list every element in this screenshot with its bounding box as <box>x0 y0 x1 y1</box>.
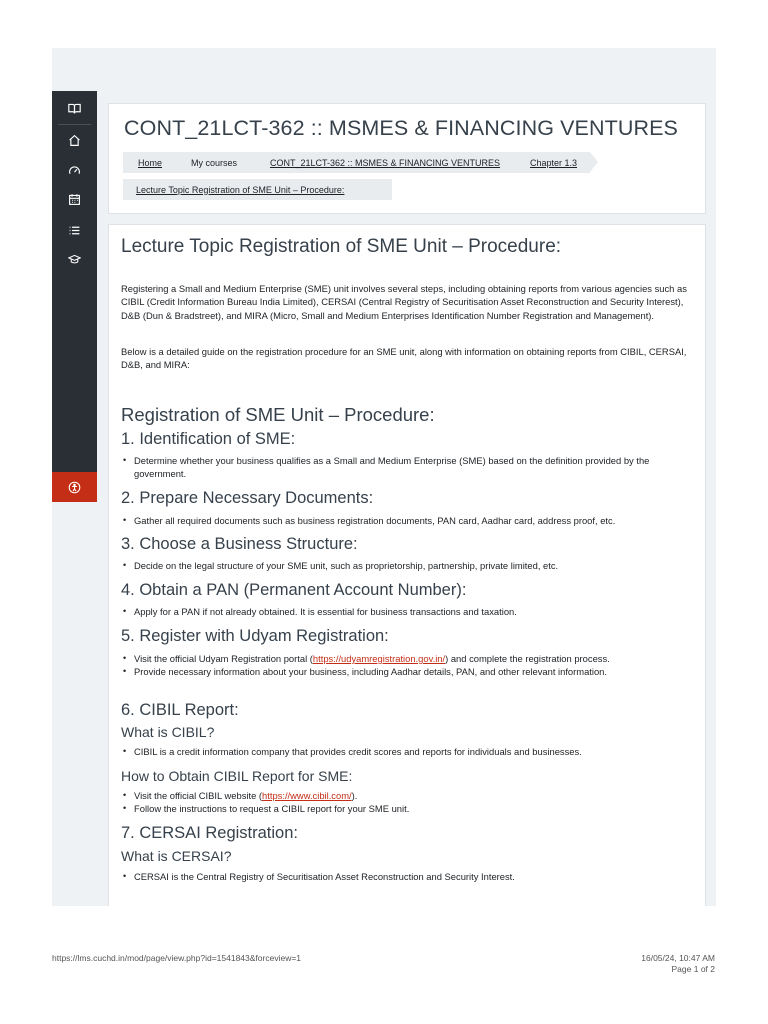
step-6-heading: 6. CIBIL Report: <box>121 701 239 719</box>
step-2-list <box>121 514 695 527</box>
step-1-list <box>121 454 695 480</box>
step-5-heading: 5. Register with Udyam Registration: <box>121 627 389 645</box>
step-7-subheading: What is CERSAI? <box>121 848 232 864</box>
list-item: • Follow the instructions to request a CIBIL report for your SME unit. <box>121 802 695 815</box>
footer-meta <box>641 953 715 975</box>
step-6-list <box>121 745 695 758</box>
step-3-heading: 3. Choose a Business Structure: <box>121 535 358 553</box>
list-item: • Determine whether your business qualifies as a Small and Medium Enterprise (SME) based on the definition provided by the government. <box>121 454 695 480</box>
udyam-registration-link[interactable]: https://udyamregistration.gov.in/ <box>312 653 446 664</box>
course-header <box>108 103 706 214</box>
step-6-subheading: What is CIBIL? <box>121 724 215 740</box>
list-item: • Decide on the legal structure of your SME unit, such as proprietorship, partnership, private limited, etc. <box>121 559 695 572</box>
step-6-subheading-2: How to Obtain CIBIL Report for SME: <box>121 768 353 784</box>
graduation-cap-icon[interactable] <box>52 244 97 274</box>
step-4-heading: 4. Obtain a PAN (Permanent Account Number): <box>121 581 467 599</box>
step-5-list <box>121 652 695 678</box>
footer-page-number: Page 1 of 2 <box>671 964 715 974</box>
breadcrumb-course[interactable]: CONT_21LCT-362 :: MSMES & FINANCING VENTURES <box>255 152 500 173</box>
step-4-list <box>121 605 695 618</box>
step-7-list <box>121 870 695 883</box>
step-6-list-2 <box>121 789 695 815</box>
list-icon[interactable] <box>52 215 97 245</box>
list-item: • Visit the official CIBIL website (https://www.cibil.com/). <box>121 789 695 802</box>
step-7-heading: 7. CERSAI Registration: <box>121 824 298 842</box>
list-item: • Visit the official Udyam Registration portal (https://udyamregistration.gov.in/) and complete the registration process. <box>121 652 695 665</box>
list-item: • CERSAI is the Central Registry of Securitisation Asset Reconstruction and Security Interest. <box>121 870 695 883</box>
breadcrumb-home[interactable]: Home <box>123 152 162 173</box>
cibil-link[interactable]: https://www.cibil.com/ <box>262 790 352 801</box>
page-title: CONT_21LCT-362 :: MSMES & FINANCING VENTURES <box>124 116 678 140</box>
step-2-heading: 2. Prepare Necessary Documents: <box>121 489 374 507</box>
home-icon[interactable] <box>52 125 97 155</box>
dashboard-icon[interactable] <box>52 155 97 185</box>
book-icon[interactable] <box>52 93 97 123</box>
footer-datetime: 16/05/24, 10:47 AM <box>641 953 715 963</box>
accessibility-icon[interactable] <box>52 472 97 502</box>
section-heading: Registration of SME Unit – Procedure: <box>121 404 435 425</box>
step-1-heading: 1. Identification of SME: <box>121 430 296 448</box>
page-content <box>108 224 706 924</box>
step-3-list <box>121 559 695 572</box>
intro-paragraph-2: Below is a detailed guide on the registration procedure for an SME unit, along with information on obtaining reports from CIBIL, CERSAI, D&B, and MIRA: <box>121 346 687 371</box>
calendar-icon[interactable] <box>52 184 97 214</box>
footer-url: https://lms.cuchd.in/mod/page/view.php?id=1541843&forceview=1 <box>52 953 302 963</box>
intro-paragraph: Registering a Small and Medium Enterprise (SME) unit involves several steps, including obtaining reports from various agencies such as CIBIL (Credit Information Bureau India Limited), CERSAI (Central Registry of Securitisation Asset Reconstruction and Security Interest), D&B (Dun & Bradstreet), and MIRA (Micro, Small and Medium Enterprises Identification Number Registration and Management). <box>121 283 687 321</box>
breadcrumb-chapter[interactable]: Chapter 1.3 <box>515 152 577 173</box>
list-item: • Provide necessary information about your business, including Aadhar details, PAN, and other relevant information. <box>121 665 695 678</box>
breadcrumb-lecture[interactable]: Lecture Topic Registration of SME Unit – Procedure: <box>123 179 344 200</box>
list-item: • CIBIL is a credit information company that provides credit scores and reports for individuals and businesses. <box>121 745 695 758</box>
breadcrumb-my-courses: My courses <box>176 152 237 173</box>
lecture-heading: Lecture Topic Registration of SME Unit – Procedure: <box>121 236 562 257</box>
list-item: • Gather all required documents such as business registration documents, PAN card, Aadhar card, address proof, etc. <box>121 514 695 527</box>
left-nav-rail <box>52 91 97 501</box>
list-item: • Apply for a PAN if not already obtained. It is essential for business transactions and taxation. <box>121 605 695 618</box>
